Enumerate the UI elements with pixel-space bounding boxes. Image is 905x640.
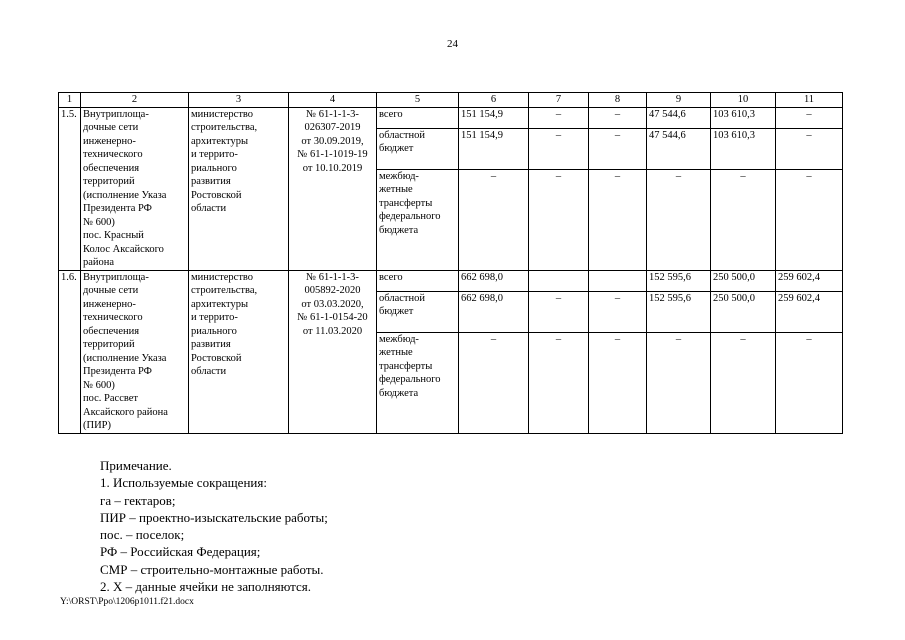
column-header: 1 xyxy=(59,93,81,108)
value-cell: 662 698,0 xyxy=(459,270,529,291)
funding-source-cell xyxy=(377,270,459,291)
value-cell: – xyxy=(529,107,589,128)
customer-cell xyxy=(189,270,289,433)
cell-line: межбюд- xyxy=(379,170,419,182)
value-cell: – xyxy=(589,332,647,433)
funding-source-cell xyxy=(377,169,459,270)
cell-line: федерального xyxy=(379,374,441,386)
cell-line: от 03.03.2020, xyxy=(301,298,364,310)
cell-line: министерство xyxy=(191,108,254,120)
cell-line: района xyxy=(83,257,115,268)
cell-line: (исполнение Указа xyxy=(83,189,167,201)
cell-line: Колос Аксайского xyxy=(83,243,164,255)
cell-line: федерального xyxy=(379,211,441,223)
note-line: пос. – поселок; xyxy=(100,527,185,543)
value-cell: 259 602,4 xyxy=(776,270,843,291)
value-cell: – xyxy=(776,107,843,128)
note-line: 2. Х – данные ячейки не заполняются. xyxy=(100,579,312,595)
table-row xyxy=(59,270,843,291)
cell-line: Внутриплоща- xyxy=(83,271,149,283)
column-header: 10 xyxy=(711,93,776,108)
cell-line: области xyxy=(191,203,227,214)
cell-line: инженерно- xyxy=(83,135,136,147)
value-cell: – xyxy=(529,291,589,332)
cell-line: трансферты xyxy=(379,197,433,209)
value-cell: 662 698,0 xyxy=(459,291,529,332)
cell-line: от 10.10.2019 xyxy=(302,162,363,174)
column-header: 9 xyxy=(647,93,711,108)
cell-line: от 30.09.2019, xyxy=(301,135,364,147)
expertise-docs-cell xyxy=(289,270,377,433)
cell-line: (ПИР) xyxy=(83,420,111,431)
cell-line: № 61-1-1019-19 xyxy=(297,149,368,160)
footer-file-path: Y:\ORST\Ppo\1206p1011.f21.docx xyxy=(60,597,194,607)
cell-line: 005892-2020 xyxy=(304,285,361,296)
column-header: 5 xyxy=(377,93,459,108)
cell-line: № 61-1-1-3- xyxy=(306,271,359,283)
cell-line: жетные xyxy=(379,347,413,359)
notes-title: Примечание. xyxy=(100,458,172,473)
column-header: 8 xyxy=(589,93,647,108)
cell-line: технического xyxy=(83,312,143,323)
cell-line: и террито- xyxy=(191,149,238,160)
column-header: 6 xyxy=(459,93,529,108)
cell-line: № 61-1-1-3- xyxy=(306,108,359,120)
value-cell: 250 500,0 xyxy=(711,270,776,291)
cell-line: от 11.03.2020 xyxy=(302,325,363,337)
object-name-cell xyxy=(81,270,189,433)
value-cell: – xyxy=(589,169,647,270)
customer-cell xyxy=(189,107,289,270)
cell-line: министерство xyxy=(191,271,254,283)
cell-line: дочные сети xyxy=(83,122,139,133)
value-cell: 47 544,6 xyxy=(647,128,711,169)
value-cell: – xyxy=(529,128,589,169)
value-cell: 151 154,9 xyxy=(459,128,529,169)
cell-line: областной xyxy=(379,129,425,141)
value-cell: – xyxy=(589,128,647,169)
cell-line: архитектуры xyxy=(191,135,248,147)
row-number: 1.5. xyxy=(59,107,81,270)
cell-line: Президента РФ xyxy=(83,203,152,214)
value-cell: 103 610,3 xyxy=(711,128,776,169)
header-row xyxy=(59,93,843,108)
table-row xyxy=(59,107,843,128)
value-cell: 152 595,6 xyxy=(647,291,711,332)
note-line: СМР – строительно-монтажные работы. xyxy=(100,561,324,577)
cell-line: областной xyxy=(379,292,425,304)
value-cell: – xyxy=(776,169,843,270)
value-cell: 47 544,6 xyxy=(647,107,711,128)
funding-source-cell xyxy=(377,291,459,332)
cell-line: (исполнение Указа xyxy=(83,352,167,364)
cell-line: риального xyxy=(191,162,237,174)
cell-line: развития xyxy=(191,339,231,350)
cell-line: Президента РФ xyxy=(83,366,152,377)
note-line: РФ – Российская Федерация; xyxy=(100,544,261,560)
expertise-docs-cell xyxy=(289,107,377,270)
value-cell: – xyxy=(647,169,711,270)
value-cell: 259 602,4 xyxy=(776,291,843,332)
value-cell: – xyxy=(776,332,843,433)
cell-line: № 61-1-0154-20 xyxy=(297,312,368,323)
value-cell: – xyxy=(776,128,843,169)
note-line: га – гектаров; xyxy=(100,492,176,508)
value-cell xyxy=(589,270,647,291)
column-header: 2 xyxy=(81,93,189,108)
cell-line: бюджета xyxy=(379,387,419,399)
row-number: 1.6. xyxy=(59,270,81,433)
note-line: 1. Используемые сокращения: xyxy=(100,475,267,491)
object-name-cell xyxy=(81,107,189,270)
value-cell: – xyxy=(711,169,776,270)
cell-line: Ростовской xyxy=(191,352,242,364)
cell-line: № 600) xyxy=(83,379,115,391)
cell-line: инженерно- xyxy=(83,298,136,310)
cell-line: бюджет xyxy=(379,306,414,318)
notes-section xyxy=(100,457,328,595)
cell-line: трансферты xyxy=(379,360,433,372)
value-cell: 250 500,0 xyxy=(711,291,776,332)
cell-line: дочные сети xyxy=(83,285,139,296)
cell-line: территорий xyxy=(83,339,135,350)
note-line: ПИР – проектно-изыскательские работы; xyxy=(100,509,328,525)
column-header: 11 xyxy=(776,93,843,108)
cell-line: области xyxy=(191,366,227,377)
cell-line: бюджет xyxy=(379,143,414,155)
cell-line: архитектуры xyxy=(191,298,248,310)
cell-line: строительства, xyxy=(191,285,258,296)
column-header: 4 xyxy=(289,93,377,108)
value-cell: 151 154,9 xyxy=(459,107,529,128)
cell-line: межбюд- xyxy=(379,333,419,345)
cell-line: жетные xyxy=(379,184,413,196)
page-number: 24 xyxy=(447,38,458,50)
value-cell xyxy=(529,270,589,291)
cell-line: риального xyxy=(191,325,237,337)
value-cell: – xyxy=(711,332,776,433)
value-cell: – xyxy=(459,332,529,433)
cell-line: № 600) xyxy=(83,216,115,228)
cell-line: Внутриплоща- xyxy=(83,108,149,120)
data-table xyxy=(58,92,843,434)
cell-line: всего xyxy=(379,271,403,283)
value-cell: – xyxy=(529,169,589,270)
cell-line: Ростовской xyxy=(191,189,242,201)
cell-line: обеспечения xyxy=(83,325,140,337)
cell-line: пос. Красный xyxy=(83,230,144,241)
cell-line: строительства, xyxy=(191,122,258,133)
cell-line: и террито- xyxy=(191,312,238,323)
column-header: 7 xyxy=(529,93,589,108)
value-cell: – xyxy=(529,332,589,433)
funding-source-cell xyxy=(377,107,459,128)
value-cell: – xyxy=(589,107,647,128)
cell-line: бюджета xyxy=(379,224,419,236)
value-cell: 152 595,6 xyxy=(647,270,711,291)
value-cell: – xyxy=(459,169,529,270)
column-header: 3 xyxy=(189,93,289,108)
cell-line: 026307-2019 xyxy=(304,122,361,133)
cell-line: всего xyxy=(379,108,403,120)
cell-line: обеспечения xyxy=(83,162,140,174)
funding-source-cell xyxy=(377,128,459,169)
value-cell: 103 610,3 xyxy=(711,107,776,128)
value-cell: – xyxy=(589,291,647,332)
cell-line: развития xyxy=(191,176,231,187)
cell-line: Аксайского района xyxy=(83,406,168,418)
value-cell: – xyxy=(647,332,711,433)
cell-line: технического xyxy=(83,149,143,160)
funding-source-cell xyxy=(377,332,459,433)
cell-line: пос. Рассвет xyxy=(83,393,139,404)
cell-line: территорий xyxy=(83,176,135,187)
